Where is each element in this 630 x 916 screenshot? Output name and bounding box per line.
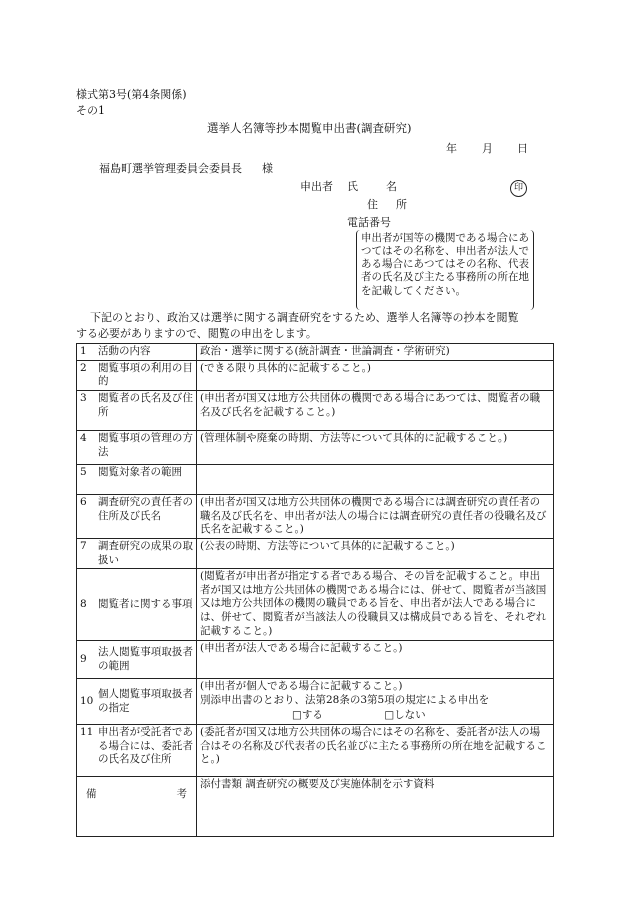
row-number: 2 xyxy=(77,360,99,390)
address-label: 住 xyxy=(367,198,378,211)
intro-line-1: 下記のとおり、政治又は選挙に関する調査研究をするため、選挙人名簿等の抄本を閲覧 xyxy=(90,311,519,324)
row-number: 11 xyxy=(77,725,99,777)
row-label-text: 調査研究の責任者の住所及び氏名 xyxy=(98,495,193,522)
date-day: 日 xyxy=(517,142,528,155)
remarks-content[interactable]: 添付書類 調査研究の概要及び実施体制を示す資料 xyxy=(197,777,554,837)
row-content[interactable]: (申出者が法人である場合に記載すること。) xyxy=(197,641,554,679)
row-content-note: (申出者が個人である場合に記載すること。) xyxy=(200,680,403,693)
remarks-label-right: 考 xyxy=(176,788,187,801)
row-content[interactable]: (管理体制や廃棄の時期、方法等について具体的に記載すること。) xyxy=(197,430,554,464)
table-row xyxy=(77,464,554,494)
row-number: 9 xyxy=(77,641,99,679)
row-label-text: 法人閲覧事項取扱者の範囲 xyxy=(98,646,193,672)
row-number: 1 xyxy=(77,344,99,361)
table-row xyxy=(77,430,554,464)
phone-label: 電話番号 xyxy=(347,216,391,229)
table-row xyxy=(77,777,554,837)
table-row xyxy=(77,538,554,568)
row-content[interactable]: 政治・選挙に関する(統計調査・世論調査・学術研究) xyxy=(197,344,554,361)
remarks-label-left: 備 xyxy=(86,788,97,801)
table-row xyxy=(77,679,554,725)
row-label xyxy=(98,641,197,679)
row-label xyxy=(98,494,197,538)
row-number: 3 xyxy=(77,390,99,430)
date-month: 月 xyxy=(482,142,493,155)
row-content[interactable]: (できる限り具体的に記載すること。) xyxy=(197,360,554,390)
row-content[interactable]: (申出者が国又は地方公共団体の機関である場合にあつては、閲覧者の職名及び氏名を記載すること。) xyxy=(197,390,554,430)
row-content[interactable]: (申出者が国又は地方公共団体の機関である場合には調査研究の責任者の職名及び氏名を、申出者が法人の場合には調査研究の責任者の役職名及び氏名を記載すること。) xyxy=(197,494,554,538)
table-row xyxy=(77,725,554,777)
table-row xyxy=(77,494,554,538)
row-content-statement: 別添申出書のとおり、法第28条の3第5項の規定による申出を xyxy=(200,693,490,706)
row-label xyxy=(98,390,197,430)
row-label-text: 閲覧事項の利用の目的 xyxy=(98,361,193,388)
row-label xyxy=(98,538,197,568)
row-label-text: 閲覧事項の管理の方法 xyxy=(98,431,193,458)
row-content[interactable] xyxy=(197,464,554,494)
document-title: 選挙人名簿等抄本閲覧申出書(調査研究) xyxy=(207,121,412,135)
table-row xyxy=(77,569,554,641)
row-label-text: 申出者が受託者である場合には、委託者の氏名及び住所 xyxy=(98,726,193,766)
row-content[interactable]: (公表の時期、方法等について具体的に記載すること。) xyxy=(197,538,554,568)
applicant-note: 申出者が国等の機関である場合にあつてはその名称を、申出者が法人である場合にあつてはその名称、代表者の氏名及び主たる事務所の所在地を記載してください。 xyxy=(356,230,534,310)
row-label-text: 閲覧者に関する事項 xyxy=(98,597,193,610)
table-row xyxy=(77,360,554,390)
row-number: 5 xyxy=(77,464,99,494)
intro-line-2: する必要がありますので、閲覧の申出をします。 xyxy=(76,327,317,340)
row-label xyxy=(98,679,197,725)
row-number: 8 xyxy=(77,569,99,641)
checkbox-do-not[interactable]: □しない xyxy=(384,709,426,722)
addressee-suffix: 様 xyxy=(262,162,273,175)
row-label-text: 閲覧対象者の範囲 xyxy=(98,465,182,478)
date-year: 年 xyxy=(446,142,457,155)
name-label-2: 名 xyxy=(386,180,397,193)
row-label xyxy=(98,569,197,641)
row-label-text: 閲覧者の氏名及び住所 xyxy=(98,391,193,418)
row-number: 4 xyxy=(77,430,99,464)
row-label-text: 活動の内容 xyxy=(98,345,151,357)
table-row xyxy=(77,390,554,430)
row-number: 10 xyxy=(77,679,99,725)
seal-mark: 印 xyxy=(510,180,527,197)
row-label-text: 個人閲覧事項取扱者の指定 xyxy=(98,688,193,714)
row-number: 7 xyxy=(77,538,99,568)
address-label-2: 所 xyxy=(396,198,407,211)
row-number: 6 xyxy=(77,494,99,538)
application-table xyxy=(76,343,554,837)
row-content[interactable]: (委託者が国又は地方公共団体の場合にはその名称を、委託者が法人の場合はその名称及び代表者の氏名並びに主たる事務所の所在地を記載すること。) xyxy=(197,725,554,777)
remarks-label xyxy=(80,788,193,802)
row-label xyxy=(98,344,197,361)
row-label xyxy=(98,360,197,390)
row-label xyxy=(98,430,197,464)
applicant-label: 申出者 xyxy=(300,180,333,193)
row-label-text: 調査研究の成果の取扱い xyxy=(98,539,193,566)
row-label xyxy=(98,725,197,777)
checkbox-do[interactable]: □する xyxy=(292,709,323,722)
form-number: 様式第3号(第4条関係) xyxy=(76,88,187,101)
name-label: 氏 xyxy=(347,180,358,193)
table-row xyxy=(77,641,554,679)
row-content xyxy=(197,679,554,725)
form-part: その1 xyxy=(76,104,105,117)
designation-options xyxy=(200,709,550,723)
addressee: 福島町選挙管理委員会委員長 xyxy=(99,162,242,175)
row-content[interactable]: (閲覧者が申出者が指定する者である場合、その旨を記載すること。申出者が国又は地方公共団体の機関である場合には、併せて、閲覧者が当該国又は地方公共団体の機関の職員である旨を、申出者が法人である場合には、併せて、閲覧者が当該法人の役職員又は構成員である旨を、それぞれ記載すること。) xyxy=(197,569,554,641)
remarks-label-cell xyxy=(77,777,197,837)
row-label xyxy=(98,464,197,494)
table-row xyxy=(77,344,554,361)
